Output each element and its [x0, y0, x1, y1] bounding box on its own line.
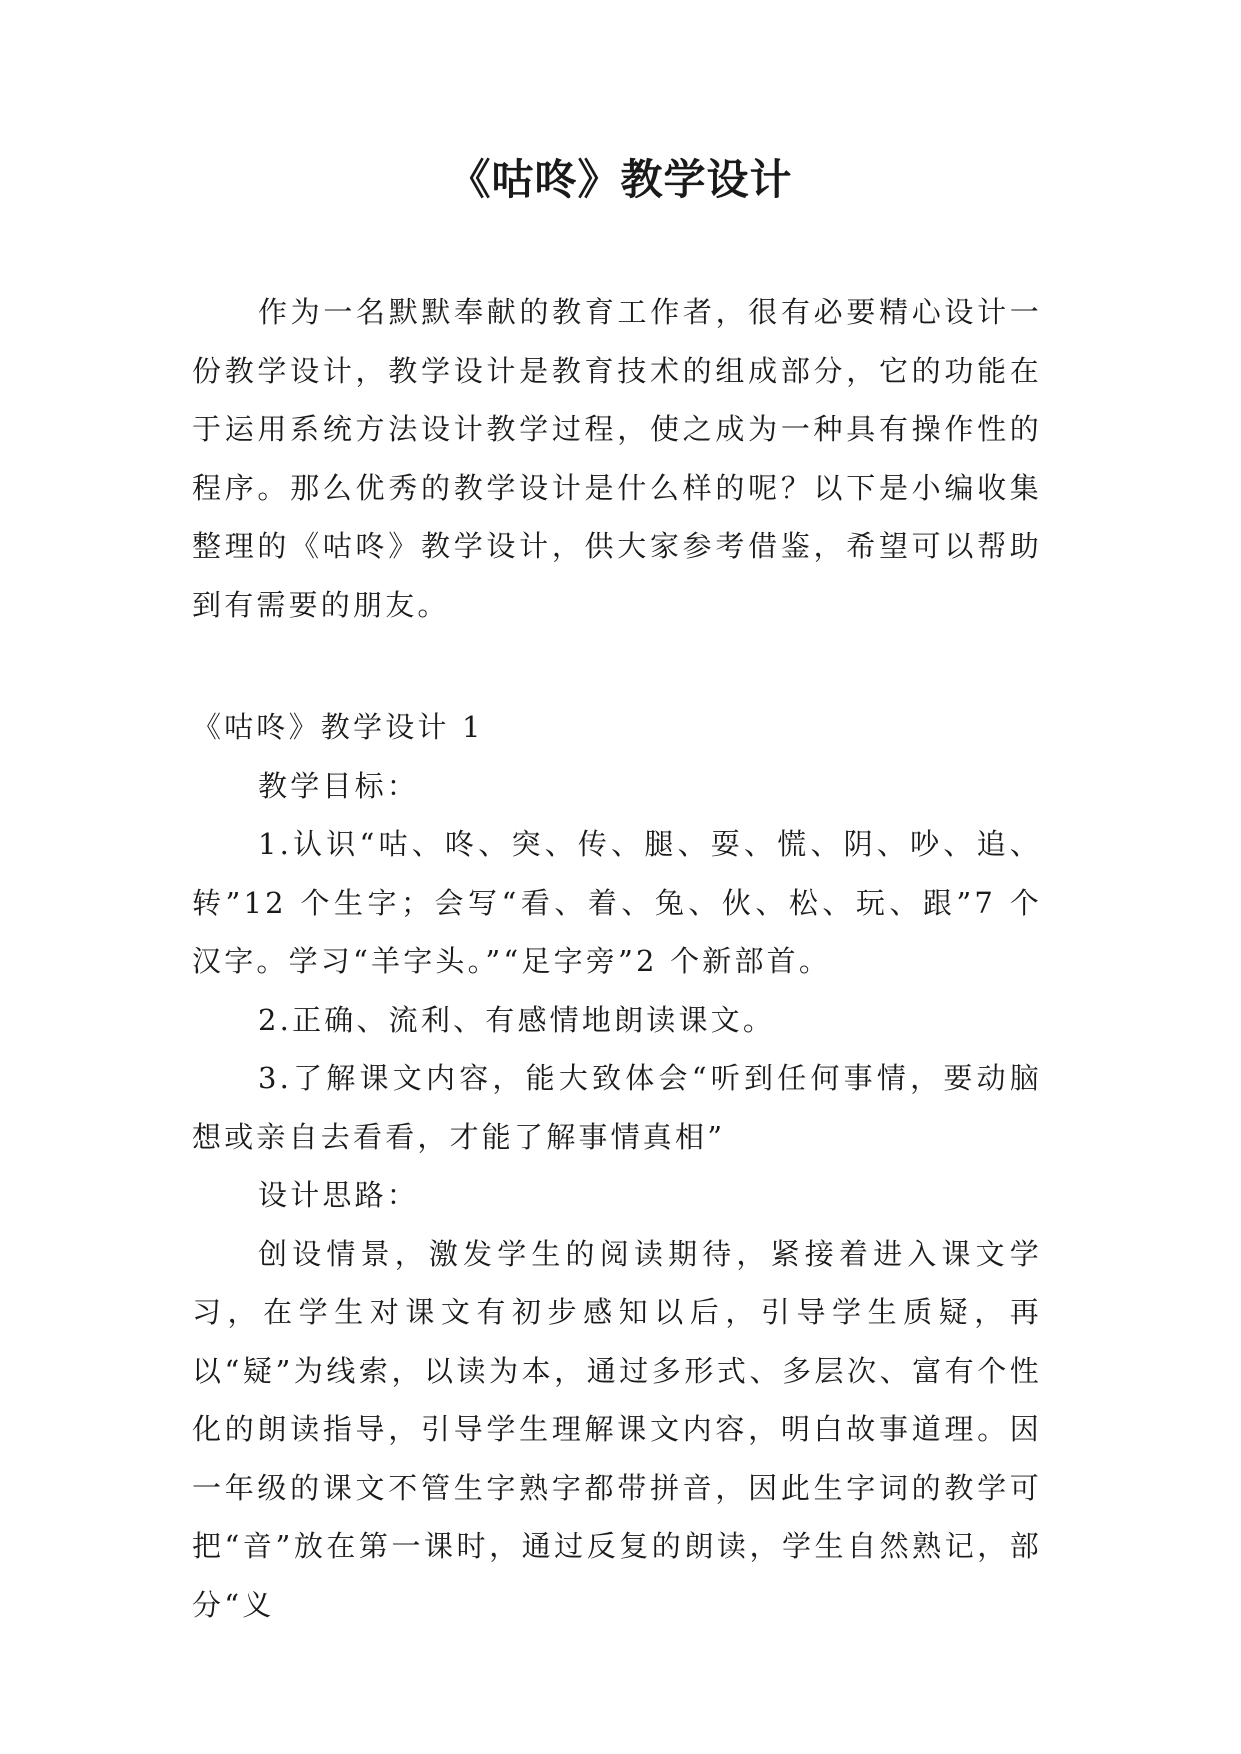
document-title: 《咕咚》教学设计 — [448, 155, 793, 204]
section-title: 《咕咚》教学设计 1 — [192, 710, 484, 744]
design-paragraph: 创设情景，激发学生的阅读期待，紧接着进入课文学习，在学生对课文有初步感知以后，引导学生质疑，再以“疑”为线索，以读为本，通过多形式、多层次、富有个性化的朗读指导，引导学生理解课文内容，明白故事道理。因一年级的课文不管生字熟字都带拼音，因此生字词的教学可把“音”放在第一课时，通过反复的朗读，学生自然熟记，部分“义 — [192, 1236, 1042, 1622]
document-body — [192, 283, 1042, 1634]
goals-heading: 教学目标： — [258, 768, 420, 803]
goal-item-3: 3.了解课文内容，能大致体会“听到任何事情，要动脑想或亲自去看看，才能了解事情真相” — [192, 1061, 1042, 1154]
design-heading: 设计思路： — [258, 1178, 420, 1212]
paragraph-gap — [192, 634, 1042, 698]
goal-item-2: 2.正确、流利、有感情地朗读课文。 — [258, 1002, 776, 1037]
intro-paragraph: 作为一名默默奉献的教育工作者，很有必要精心设计一份教学设计，教学设计是教育技术的组成部分，它的功能在于运用系统方法设计教学过程，使之成为一种具有操作性的程序。那么优秀的教学设计是什么样的呢？以下是小编收集整理的《咕咚》教学设计，供大家参考借鉴，希望可以帮助到有需要的朋友。 — [192, 295, 1042, 622]
goal-item-1: 1.认识“咕、咚、突、传、腿、耍、慌、阴、吵、追、转”12 个生字；会写“看、着、兔、伙、松、玩、跟”7 个汉字。学习“羊字头。”“足字旁”2 个新部首。 — [192, 827, 1042, 978]
